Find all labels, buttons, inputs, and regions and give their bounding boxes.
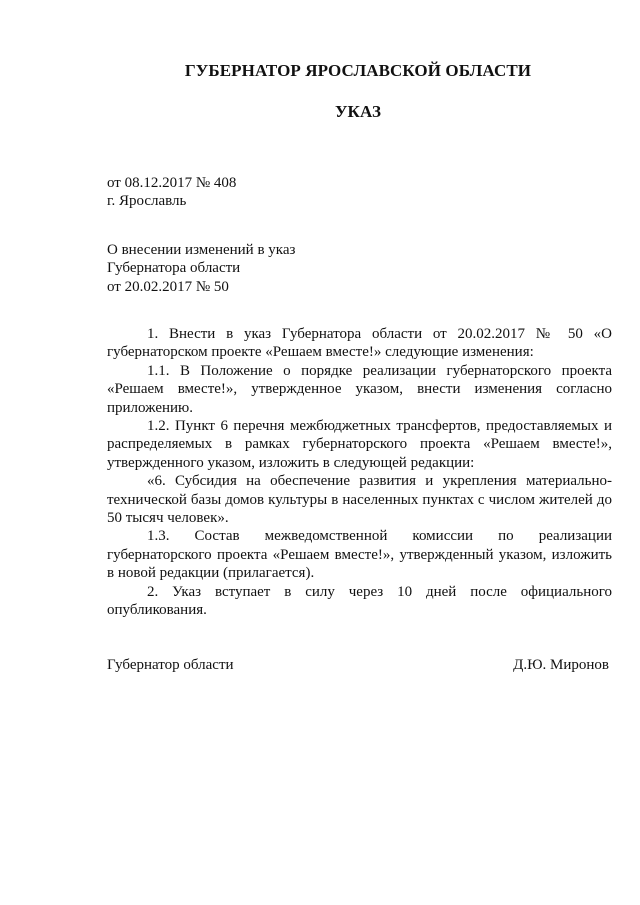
paragraph-quote-6: «6. Субсидия на обеспечение развития и укрепления материально-технической базы домов культуры в населенных пунктах с числом жителей до 50 тысяч человек». [107, 473, 612, 527]
subject-line-1: О внесении изменений в указ [107, 242, 296, 258]
document-body [107, 325, 612, 620]
city: г. Ярославль [107, 193, 187, 210]
subject-line-3: от 20.02.2017 № 50 [107, 278, 229, 295]
paragraph-1-1: 1.1. В Положение о порядке реализации губернаторского проекта «Решаем вместе!», утвержденное указом, внести изменения согласно приложению. [107, 362, 612, 416]
document-type-heading: УКАЗ [334, 102, 382, 121]
subject-line-2: Губернатора области [107, 260, 241, 277]
paragraph-1: 1. Внести в указ Губернатора области от 20.02.2017 № 50 «О губернаторском проекте «Решаем вместе!» следующие изменения: [107, 326, 612, 361]
signature-position: Губернатор области [107, 657, 234, 673]
document-meta [107, 174, 236, 211]
authority-heading: ГУБЕРНАТОР ЯРОСЛАВСКОЙ ОБЛАСТИ [184, 61, 532, 80]
paragraph-2: 2. Указ вступает в силу через 10 дней после официального опубликования. [107, 583, 612, 619]
paragraph-1-2: 1.2. Пункт 6 перечня межбюджетных трансфертов, предоставляемых и распределяемых в рамках губернаторского проекта «Решаем вместе!», утвержденного указом, изложить в следующей редакции: [107, 418, 612, 471]
date-number: от 08.12.2017 № 408 [107, 175, 237, 191]
paragraph-1-3: 1.3. Состав межведомственной комиссии по реализации губернаторского проекта «Решаем вместе!», утвержденный указом, изложить в новой редакции (прилагается). [107, 528, 612, 582]
document-subject [107, 241, 295, 296]
signature-name: Д.Ю. Миронов [513, 657, 609, 673]
